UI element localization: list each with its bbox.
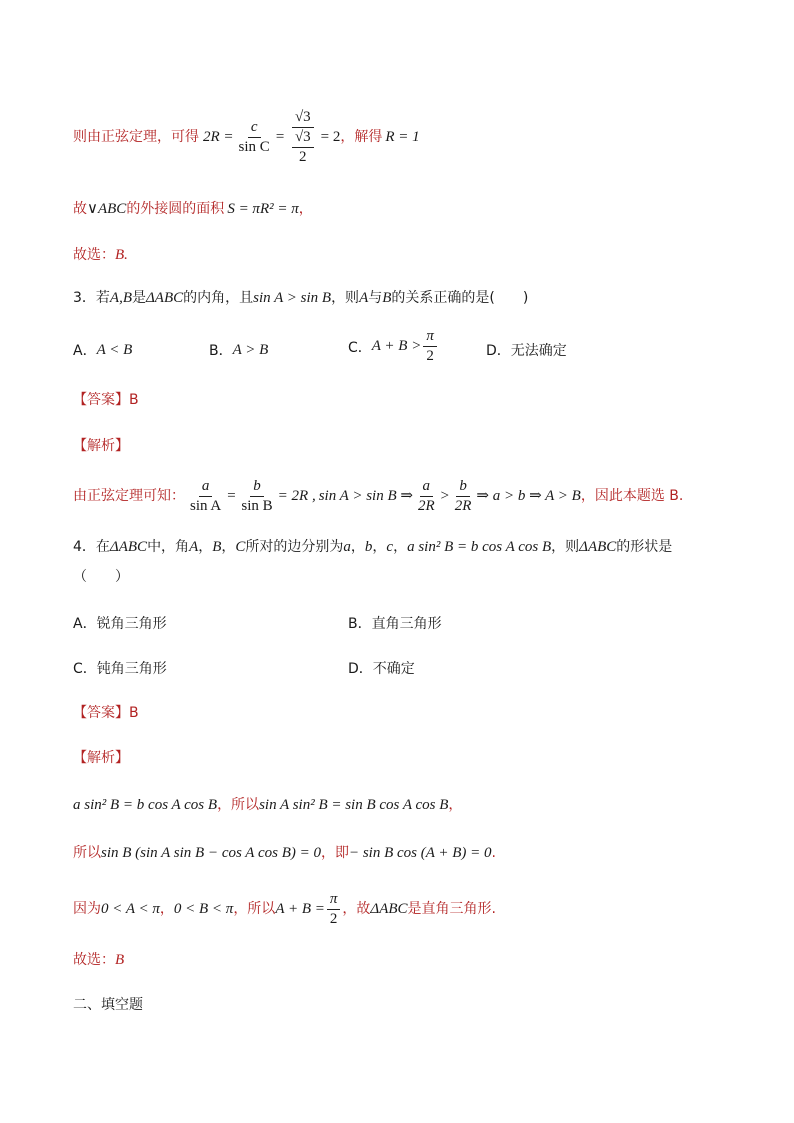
q4-stem-triangle: ΔABC (109, 539, 148, 555)
q3-stem (73, 288, 528, 308)
q3-opt-b-label: B． (209, 343, 233, 359)
q4-s3-mid: ，故 (342, 901, 371, 917)
frac-num-b: b (250, 478, 264, 497)
q4-answer (73, 703, 139, 723)
q4-stem-sides: 所对的边分别为 (245, 539, 344, 555)
q4-s2-eq: sin B (sin A sin B − cos A cos B) = 0 (101, 845, 321, 861)
q3-answer (73, 390, 139, 410)
q3-stem-end: 的关系正确的是( ) (391, 290, 529, 306)
q4-stem-end: 的形状是 (616, 539, 673, 555)
q4-stem (73, 537, 672, 557)
q4-s1-eq2: sin A sin² B = sin B cos A cos B (259, 797, 449, 813)
q4-option-d (348, 658, 415, 678)
intro-l2-pre: 故 (73, 201, 87, 217)
q4-s3-range2: 0 < B < π (173, 901, 234, 917)
q4-s4: 故选： (73, 952, 115, 968)
q4-option-a (73, 613, 167, 633)
q4-s1-mid: ，所以 (217, 797, 260, 813)
q3-option-c (348, 328, 439, 365)
q4-option-c (73, 658, 167, 678)
intro-l1-mid: ，解得 (340, 129, 383, 145)
frac-den-2R1: 2R (417, 497, 435, 514)
q3-option-d (486, 340, 567, 360)
intro-l1-r: R = 1 (385, 129, 420, 145)
frac-num-a2: a (420, 478, 434, 497)
q4-stem-c: c (386, 539, 394, 555)
frac-den-sinC: sin C (238, 138, 270, 155)
frac-den-two: 2 (426, 348, 434, 364)
q4-opt-b: B．直角三角形 (348, 616, 442, 632)
section-title-text: 二、填空题 (73, 997, 143, 1013)
intro-l2-triangle: ∨ABC (87, 201, 127, 217)
intro-l1-eq3: = 2 (320, 129, 341, 145)
q3-sol-ineq: sin A > sin B ⇒ (318, 488, 413, 504)
q3-stem-is: 是 (132, 290, 146, 306)
q4-s3-fraction (327, 891, 341, 928)
frac-den-sinA: sin A (190, 497, 222, 514)
q3-frac-a-sinA (187, 478, 224, 515)
intro-l1-pre: 则由正弦定理，可得 (73, 129, 199, 145)
frac-den-sinB: sin B (241, 497, 273, 514)
intro-l3-b: B. (115, 247, 128, 263)
q4-stem-mid: 中，角 (147, 539, 190, 555)
q4-solution-1 (73, 795, 462, 815)
fraction-c-over-sinC (236, 119, 273, 156)
q4-stem-comma2: ， (221, 539, 236, 555)
q4-s3-end: 是直角三角形. (407, 901, 496, 917)
q4-s1-eq: a sin² B = b cos A cos B (73, 797, 218, 813)
frac-den-2R2: 2R (454, 497, 472, 514)
q3-frac-a-2R (415, 478, 438, 515)
q3-stem-ab: A,B (109, 290, 132, 306)
intro-l3: 故选： (73, 247, 115, 263)
section-title (73, 995, 143, 1015)
q3-opt-c-label: C． (348, 339, 372, 356)
intro-line-3 (73, 245, 128, 265)
q4-stem-comma1: ， (198, 539, 213, 555)
q3-option-a (73, 340, 132, 360)
q3-solution (73, 475, 683, 517)
q4-solution-2 (73, 843, 496, 863)
q3-opt-a-label: A． (73, 343, 97, 359)
q4-stem-C: C (235, 539, 246, 555)
frac-num-b2: b (456, 478, 470, 497)
q3-option-b (209, 340, 268, 360)
q4-s3-pre: 因为 (73, 901, 101, 917)
q4-s2-mid: ，即 (320, 845, 349, 861)
q4-stem-comma3: ， (350, 539, 365, 555)
q4-stem-comma5: ， (393, 539, 408, 555)
q4-s3-comma: ， (159, 901, 174, 917)
q4-stem-eq: a sin² B = b cos A cos B (407, 539, 552, 555)
q3-answer-tag: 【答案】 (73, 392, 129, 408)
q3-stem-triangle: ΔABC (146, 290, 184, 306)
q4-answer-value: B (129, 705, 139, 721)
q3-stem-a: A (359, 290, 369, 306)
q4-stem-then: ，则 (551, 539, 580, 555)
q4-s2-pre: 所以 (73, 845, 101, 861)
q3-analysis-label: 【解析】 (73, 438, 129, 454)
q4-s2-end: . (491, 845, 496, 861)
q4-stem-comma4: ， (372, 539, 387, 555)
q3-stem-mid: 的内角，且 (183, 290, 254, 306)
q4-s3-range1: 0 < A < π (101, 901, 160, 917)
q4-analysis-tag (73, 748, 129, 768)
frac-num-a: a (199, 478, 213, 497)
q3-stem-with: 与 (368, 290, 383, 306)
q3-sol-end: ，因此本题选 B. (580, 488, 684, 504)
q4-opt-d: D．不确定 (348, 661, 415, 677)
q3-stem-then: ，则 (331, 290, 360, 306)
intro-l2-mid: 的外接圆的面积 (126, 201, 225, 217)
intro-l1-eq2: = (274, 129, 285, 145)
q4-stem-paren-line (73, 567, 129, 587)
frac-num-pi-2: π (327, 891, 341, 910)
q4-s2-eq2: − sin B cos (A + B) = 0 (348, 845, 492, 861)
q3-sol-2r: = 2R , (277, 488, 316, 504)
q3-frac-b-2R (452, 478, 475, 515)
q4-answer-tag: 【答案】 (73, 705, 129, 721)
intro-l2-eq: S = πR² = π (227, 201, 299, 217)
fraction-root3-over-root3half (287, 109, 319, 166)
q4-stem-A: A (189, 539, 199, 555)
q4-stem-B: B (212, 539, 222, 555)
frac-num-c: c (248, 119, 261, 138)
intro-l2-end: ， (298, 201, 313, 217)
q4-stem-paren: （ ） (73, 569, 129, 585)
q4-s3-so: ，所以 (233, 901, 276, 917)
frac-den-compound (287, 128, 319, 166)
q3-stem-b: B (382, 290, 392, 306)
q4-s3-triangle: ΔABC (370, 901, 408, 917)
inner-den-two: 2 (299, 148, 307, 165)
intro-l1-eq1: 2R = (203, 129, 234, 145)
frac-num-pi: π (423, 328, 437, 347)
frac-num-root3: √3 (292, 109, 314, 128)
q3-sol-pre: 由正弦定理可知： (73, 488, 185, 504)
q3-stem-pre: 3．若 (73, 290, 110, 306)
q4-analysis-label: 【解析】 (73, 750, 129, 766)
q3-opt-c-expr: A + B > (371, 338, 422, 354)
q3-sol-gt: > (439, 488, 450, 504)
q3-opt-b-expr: A > B (232, 341, 269, 358)
q4-s1-end: ， (448, 797, 463, 813)
q3-analysis-tag (73, 436, 129, 456)
q4-opt-c: C．钝角三角形 (73, 661, 167, 677)
q4-option-b (348, 613, 442, 633)
q4-opt-a: A．锐角三角形 (73, 616, 167, 632)
frac-den-two-2: 2 (329, 910, 338, 927)
q3-opt-d: D．无法确定 (486, 343, 567, 359)
q4-stem-triangle-2: ΔABC (579, 539, 617, 555)
q4-solution-3 (73, 888, 496, 930)
q3-opt-a-expr: A < B (96, 341, 133, 358)
inner-fraction (292, 129, 314, 166)
intro-line-2 (73, 199, 313, 219)
q3-sol-eq: = (226, 488, 237, 504)
q3-frac-b-sinB (238, 478, 275, 515)
q4-stem-b: b (364, 539, 373, 555)
q4-solution-4 (73, 950, 124, 970)
q4-stem-pre: 4．在 (73, 539, 110, 555)
q3-opt-c-fraction (423, 328, 437, 365)
q4-stem-a: a (343, 539, 351, 555)
intro-line-1 (73, 107, 420, 167)
inner-num-root3: √3 (292, 129, 314, 148)
q4-s3-sum: A + B = (275, 901, 325, 917)
q3-sol-chain: ⇒ a > b ⇒ A > B (476, 488, 581, 504)
q4-s4-b: B (115, 952, 125, 968)
q3-answer-value: B (129, 392, 139, 408)
q3-stem-cond: sin A > sin B (253, 290, 332, 306)
